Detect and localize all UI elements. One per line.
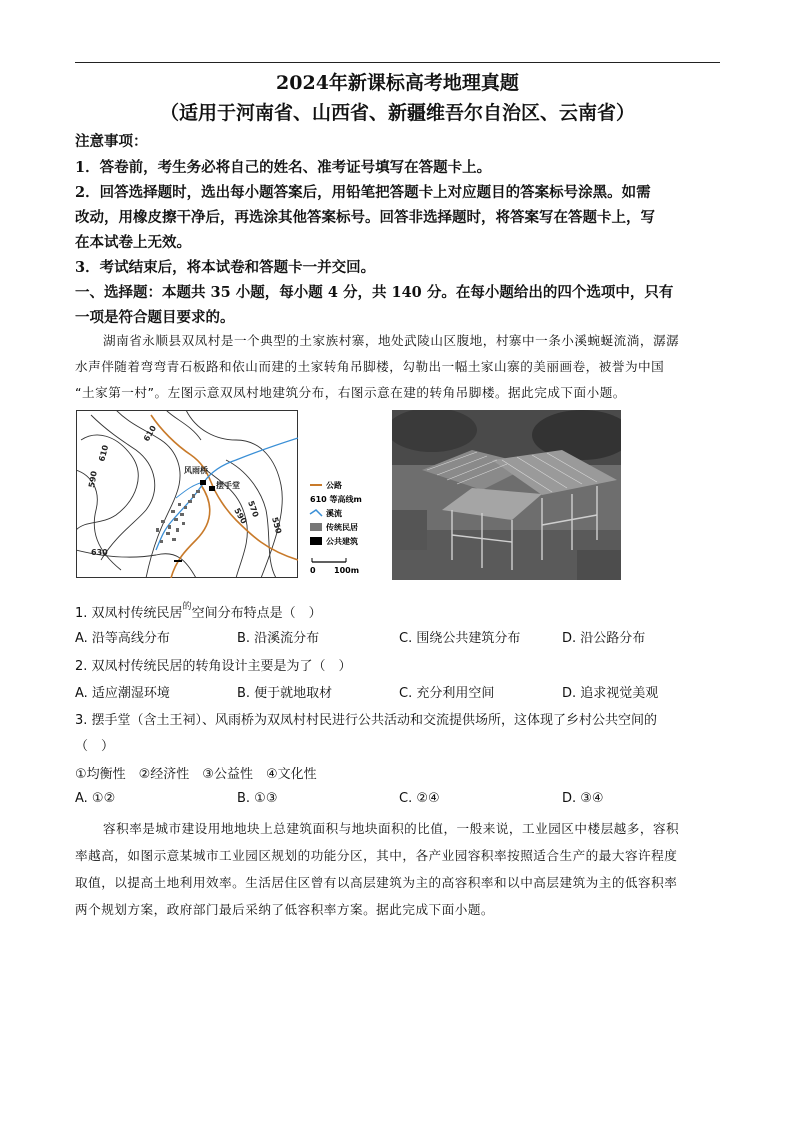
q3-option-a[interactable]: A. ①② [75,791,116,806]
q2-option-c[interactable]: C. 充分利用空间 [399,686,495,701]
q3-option-c[interactable]: C. ②④ [399,791,440,806]
q1-option-c[interactable]: C. 围绕公共建筑分布 [399,631,521,646]
village-contour-map [76,410,298,578]
exam-subtitle: （适用于河南省、山西省、新疆维吾尔自治区、云南省） [159,102,635,124]
question-1-stem-b: 空间分布特点是（ ） [191,606,322,621]
passage2-line-2: 率越高，如图示意某城市工业园区规划的功能分区，其中，各产业园容积率按照适合生产的最大容许程度 [75,848,678,863]
notice-item-1: 1．答卷前，考生务必将自己的姓名、准考证号填写在答题卡上。 [75,159,492,176]
notice-item-2-line-1: 2．回答选择题时，选出每小题答案后，用铅笔把答题卡上对应题目的答案标号涂黑。如需 [75,184,651,201]
question-3-line-2: （ ） [75,739,115,754]
question-1-stem-a: 1. 双凤村传统民居 [75,606,183,621]
q1-option-b[interactable]: B. 沿溪流分布 [237,631,320,646]
passage1-line-1: 湖南省永顺县双凤村是一个典型的土家族村寨，地处武陵山区腹地，村寨中一条小溪蜿蜒流淌，潺潺 [103,333,680,348]
notice-item-3: 3．考试结束后，将本试卷和答题卡一并交回。 [75,259,376,276]
contour-label-610-left: 610 [97,444,111,463]
label-wind-rain-bridge: 风雨桥 [184,466,208,475]
contour-label-590-right: 590 [232,506,249,526]
question-3-line-1: 3. 摆手堂（含土王祠）、风雨桥为双凤村村民进行公共活动和交流提供场所，这体现了乡村公共空间的 [75,713,658,728]
question-3-items: ①均衡性 ②经济性 ③公益性 ④文化性 [75,767,317,782]
passage1-line-2: 水声伴随着弯弯青石板路和依山而建的土家转角吊脚楼，勾勒出一幅土家山寨的美丽画卷，被誉为中国 [75,359,665,374]
q2-option-a[interactable]: A. 适应潮湿环境 [75,686,170,701]
question-1-superscript: 的 [182,602,192,612]
contour-label-630: 630 [91,548,108,557]
contour-label-550: 550 [270,516,284,535]
notice-item-2-line-3: 在本试卷上无效。 [75,234,191,251]
contour-label-610-top: 610 [141,424,159,443]
passage2-line-4: 两个规划方案，政府部门最后采纳了低容积率方案。据此完成下面小题。 [75,902,494,917]
passage2-line-1: 容积率是城市建设用地地块上总建筑面积与地块面积的比值，一般来说，工业园区中楼层越多，容积 [103,821,680,836]
scale-100m: 100m [334,566,360,575]
contour-label-570: 570 [246,499,261,519]
exam-title: 2024年新课标高考地理真题 [276,72,519,94]
legend-road: 公路 [326,481,342,490]
legend-contour: 610 等高线m [310,495,362,504]
map-legend [308,480,388,580]
notice-heading: 注意事项： [75,133,148,150]
section-heading-line-2: 一项是符合题目要求的。 [75,309,235,326]
q2-option-d[interactable]: D. 追求视觉美观 [562,686,659,701]
legend-stream: 溪流 [326,509,342,518]
label-waishou-hall: 摆手堂 [216,481,240,490]
passage2-line-3: 取值，以提高土地利用效率。生活居住区曾有以高层建筑为主的高容积率和以中高层建筑为主的低容积率 [75,875,678,890]
q1-option-a[interactable]: A. 沿等高线分布 [75,631,170,646]
contour-label-590: 590 [87,470,99,489]
question-2: 2. 双凤村传统民居的转角设计主要是为了（ ） [75,659,352,674]
legend-public-building: 公共建筑 [326,537,358,546]
q1-option-d[interactable]: D. 沿公路分布 [562,631,646,646]
question-1 [75,599,322,621]
section-heading-line-1: 一、选择题：本题共 35 小题，每小题 4 分，共 140 分。在每小题给出的四个选项中，只有 [75,284,674,301]
scale-zero: 0 [310,566,316,575]
q3-option-d[interactable]: D. ③④ [562,791,604,806]
stilt-house-photo [392,410,621,580]
passage1-line-3: “土家第一村”。左图示意双凤村地建筑分布，右图示意在建的转角吊脚楼。据此完成下面小题。 [75,385,626,400]
q3-option-b[interactable]: B. ①③ [237,791,278,806]
top-rule [75,62,720,63]
q2-option-b[interactable]: B. 便于就地取材 [237,686,333,701]
legend-traditional-house: 传统民居 [326,523,358,532]
notice-item-2-line-2: 改动，用橡皮擦干净后，再选涂其他答案标号。回答非选择题时，将答案写在答题卡上，写 [75,209,655,226]
